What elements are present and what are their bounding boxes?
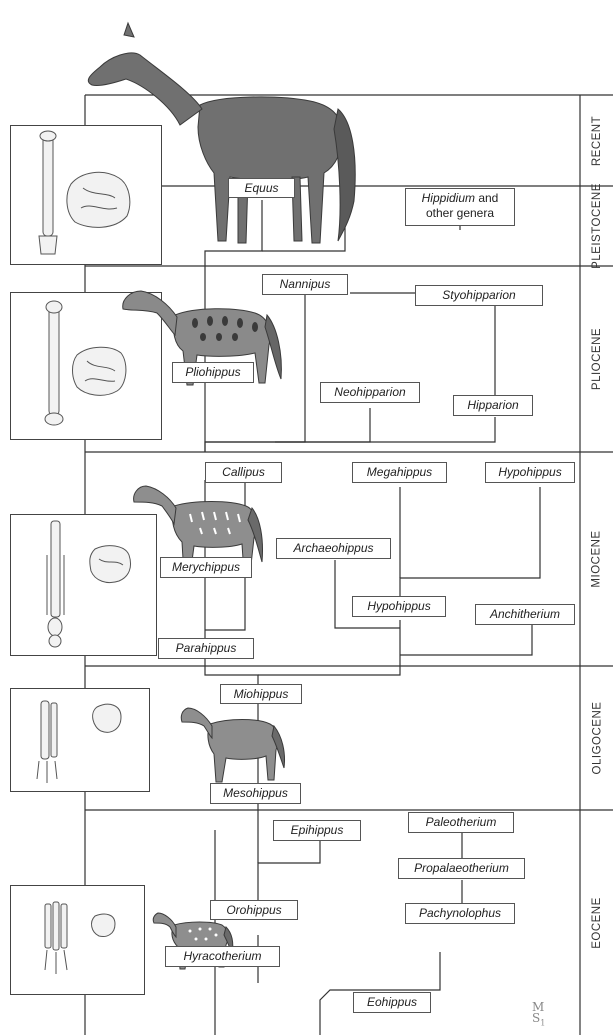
label-styohipparion: Styohipparion <box>415 285 543 306</box>
foot-bones-and-tooth-illustration <box>11 689 149 791</box>
horse-equus-illustration <box>80 5 390 245</box>
label-miohippus: Miohippus <box>220 684 302 704</box>
label-megahippus: Megahippus <box>352 462 447 483</box>
label-parahippus: Parahippus <box>158 638 254 659</box>
epoch-label-recent: RECENT <box>591 115 603 166</box>
foot-bones-and-tooth-illustration <box>11 886 144 994</box>
label-eohippus: Eohippus <box>353 992 431 1013</box>
epoch-label-miocene: MIOCENE <box>591 530 604 588</box>
label-hippidium-suffix: and <box>475 191 499 205</box>
horse-mesohippus-illustration <box>180 698 290 788</box>
label-pliohippus: Pliohippus <box>172 362 254 383</box>
label-hippidium-and-other-genera <box>405 188 515 226</box>
horse-pliohippus-illustration <box>115 275 285 415</box>
label-hippidium: Hippidium <box>421 191 475 205</box>
label-hipparion: Hipparion <box>453 395 533 416</box>
label-hypohippus-top: Hypohippus <box>485 462 575 483</box>
signature-line1: M <box>532 1000 545 1014</box>
epoch-label-oligocene: OLIGOCENE <box>591 701 604 775</box>
label-callipus: Callipus <box>205 462 282 483</box>
label-epihippus: Epihippus <box>273 820 361 841</box>
label-anchitherium: Anchitherium <box>475 604 575 625</box>
label-pachynolophus: Pachynolophus <box>405 903 515 924</box>
label-paleotherium: Paleotherium <box>408 812 514 833</box>
label-hyracotherium: Hyracotherium <box>165 946 280 967</box>
label-mesohippus: Mesohippus <box>210 783 301 804</box>
label-archaeohippus: Archaeohippus <box>276 538 391 559</box>
label-propalaeotherium: Propalaeotherium <box>398 858 525 879</box>
epoch-label-pliocene: PLIOCENE <box>591 327 604 391</box>
label-equus: Equus <box>228 178 295 198</box>
signature-line2: S <box>532 1011 541 1025</box>
label-orohippus: Orohippus <box>210 900 298 920</box>
label-nannipus: Nannipus <box>262 274 348 295</box>
artist-signature <box>532 1002 545 1028</box>
label-merychippus: Merychippus <box>160 557 252 578</box>
label-hypohippus-mid: Hypohippus <box>352 596 446 617</box>
epoch-label-eocene: EOCENE <box>591 896 604 949</box>
epoch-label-pleistocene: PLEISTOCENE <box>591 183 604 269</box>
signature-sub: 1 <box>540 1018 546 1028</box>
label-other-genera: other genera <box>425 206 495 220</box>
foot-tooth-panel-eocene <box>10 885 145 995</box>
label-neohipparion: Neohipparion <box>320 382 420 403</box>
foot-tooth-panel-oligocene <box>10 688 150 792</box>
